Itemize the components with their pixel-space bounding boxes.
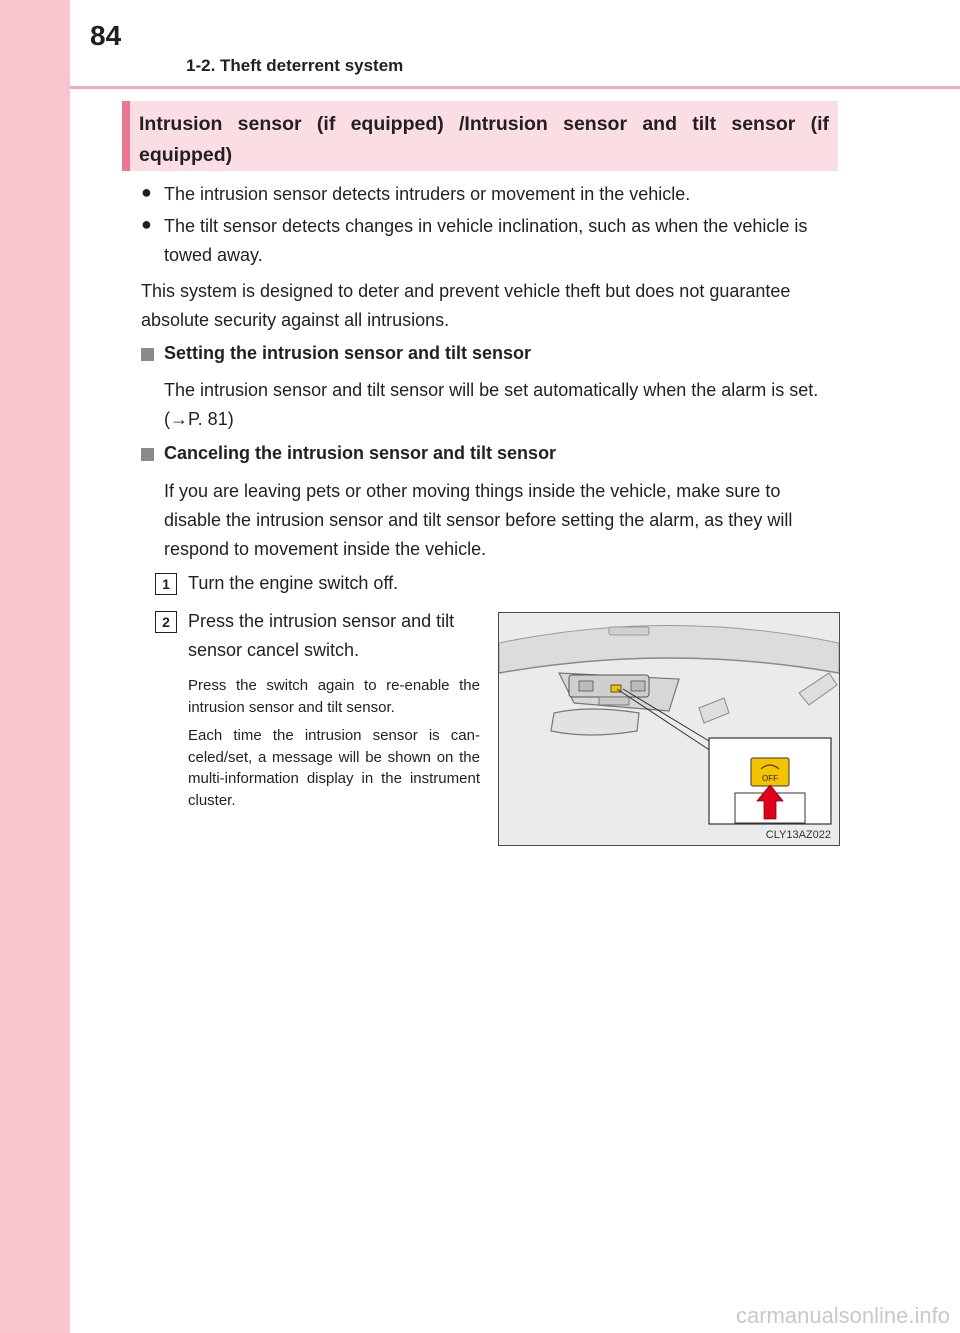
step-number-2: 2	[155, 611, 177, 633]
figure-code: CLY13AZ022	[765, 829, 831, 841]
setting-heading: Setting the intrusion sensor and tilt sensor	[164, 343, 532, 363]
side-tab	[0, 0, 70, 1333]
chapter-title: 1-2. Theft deterrent system	[186, 56, 404, 75]
note-1: Press the switch again to re-enable the intrusion sensor and tilt sensor.	[188, 677, 480, 716]
header-divider	[70, 86, 960, 89]
square-bullet-icon	[141, 348, 154, 361]
setting-body: The intrusion sensor and tilt sensor will be set automatically when the alarm is set. (→P. 81)	[164, 380, 819, 429]
page-header	[70, 0, 960, 88]
bullet-text-1: The intrusion sensor detects intruders or movement in the vehicle.	[164, 184, 691, 204]
intro-paragraph: This system is designed to deter and prevent vehicle theft but does not guarantee absolute security against all intrusions.	[141, 281, 791, 330]
canceling-heading: Canceling the intrusion sensor and tilt sensor	[164, 443, 557, 463]
overhead-console-illustration	[498, 612, 840, 846]
footer-watermark: carmanualsonline.info	[735, 1303, 950, 1328]
canceling-body: If you are leaving pets or other moving things inside the vehicle, make sure to disable the intrusion sensor and tilt sensor before setting the alarm, as they will respond to movement inside the vehicle.	[164, 481, 793, 559]
section-title: Intrusion sensor (if equipped) /Intrusion sensor and tilt sensor (if equipped)	[139, 113, 829, 166]
bullet-text-2: The tilt sensor detects changes in vehicle inclination, such as when the vehicle is towed away.	[164, 216, 808, 265]
square-bullet-icon	[141, 448, 154, 461]
step-number-1: 1	[155, 573, 177, 595]
console-drawing	[499, 613, 839, 845]
section-accent-bar	[122, 101, 130, 171]
step-text-2: Press the intrusion sensor and tilt sensor cancel switch.	[188, 611, 455, 660]
step-text-1: Turn the engine switch off.	[188, 573, 399, 593]
section-heading	[122, 101, 838, 171]
bullet-icon: ●	[141, 182, 152, 202]
bullet-icon: ●	[141, 214, 152, 234]
note-2: Each time the intrusion sensor is can-celed/set, a message will be shown on the multi-information display in the instrument cluster.	[188, 727, 480, 809]
off-button-label: OFF	[762, 774, 778, 783]
page-number: 84	[90, 20, 122, 51]
